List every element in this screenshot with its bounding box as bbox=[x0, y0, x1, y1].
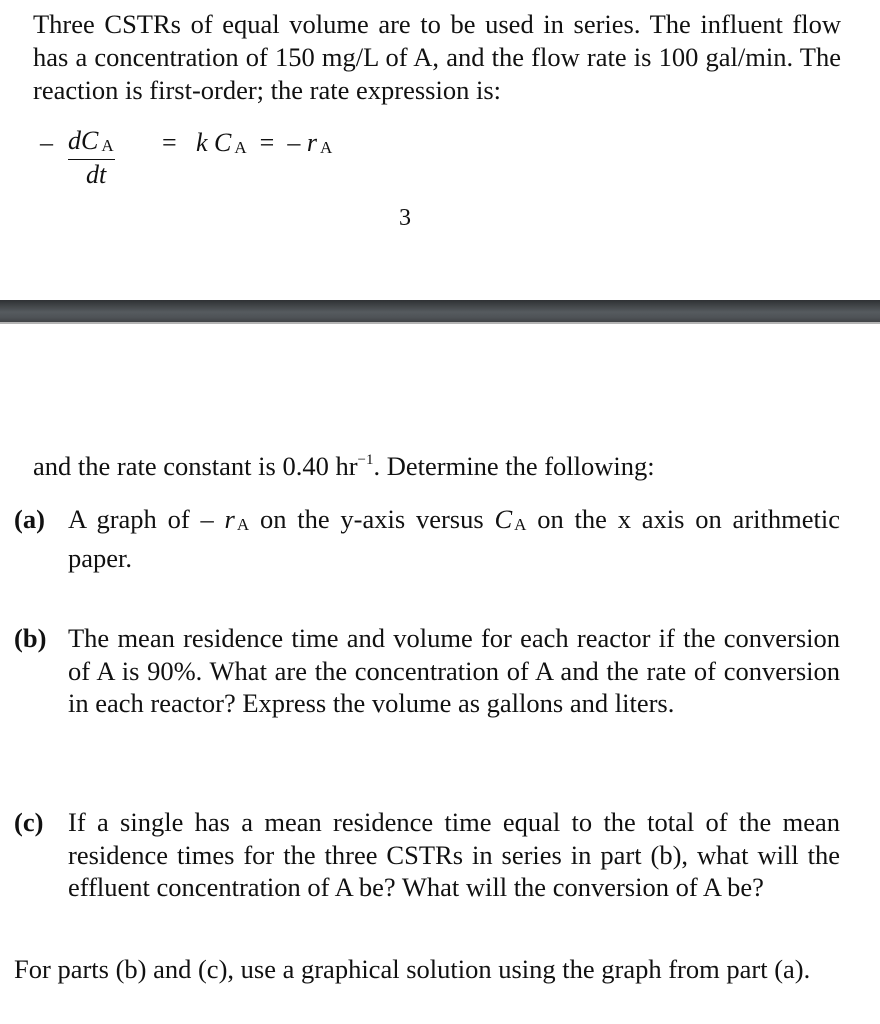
concentration-subscript: A bbox=[234, 138, 247, 157]
rate-minus-sign: – bbox=[287, 128, 301, 157]
item-a-text-1: A graph of – bbox=[68, 504, 225, 534]
page-top bbox=[0, 0, 880, 300]
equation-denominator: dt bbox=[86, 160, 107, 189]
page-number: 3 bbox=[399, 205, 411, 231]
rate-equation bbox=[40, 124, 440, 194]
item-text-a bbox=[68, 503, 840, 574]
item-a-rate-r: r bbox=[224, 504, 235, 534]
item-a-text-3: on the x axis on arithmetic paper. bbox=[68, 504, 840, 573]
item-label-a: (a) bbox=[14, 504, 45, 534]
rate-r: r bbox=[306, 128, 317, 157]
page-break-divider bbox=[0, 300, 880, 324]
equation-minus-sign: – bbox=[40, 128, 53, 157]
equation-rhs bbox=[196, 128, 332, 163]
concentration-c: C bbox=[214, 128, 232, 157]
intro-paragraph: Three CSTRs of equal volume are to be used in series. The influent flow has a concentration of 150 mg/L of A, and the flow rate is 100 gal/min. The reaction is first-order; the rate expression is: bbox=[33, 9, 841, 105]
item-label-b: (b) bbox=[14, 623, 47, 653]
equation-numerator bbox=[68, 128, 115, 160]
continuation-text-end: . Determine the following: bbox=[373, 451, 655, 481]
rate-subscript: A bbox=[319, 138, 333, 157]
numerator-text: dC bbox=[68, 126, 99, 155]
continuation-text-start: and the rate constant is 0.40 hr bbox=[33, 451, 358, 481]
item-a-concentration-c: C bbox=[494, 504, 513, 534]
closing-paragraph: For parts (b) and (c), use a graphical solution using the graph from part (a). bbox=[14, 954, 811, 984]
equation-equals-2: = bbox=[259, 128, 275, 157]
inverse-hour-superscript: −1 bbox=[357, 452, 374, 468]
item-label-c: (c) bbox=[14, 807, 44, 837]
continuation-paragraph bbox=[33, 450, 841, 483]
item-a-concentration-subscript: A bbox=[514, 515, 527, 534]
item-text-c: If a single has a mean residence time equal to the total of the mean residence times for the three CSTRs in series in part (b), what will the effluent concentration of A be? What will the conversion of A be? bbox=[68, 807, 840, 902]
item-a-rate-subscript: A bbox=[236, 515, 250, 534]
numerator-subscript: A bbox=[101, 136, 114, 155]
item-text-b: The mean residence time and volume for each reactor if the conversion of A is 90%. What are the concentration of A and the rate of conversion in each reactor? Express the volume as gallons and liters. bbox=[68, 623, 840, 718]
equation-equals-1: = bbox=[162, 128, 177, 157]
item-a-text-2: on the y-axis versus bbox=[249, 504, 495, 534]
rate-constant-k: k bbox=[196, 128, 208, 157]
